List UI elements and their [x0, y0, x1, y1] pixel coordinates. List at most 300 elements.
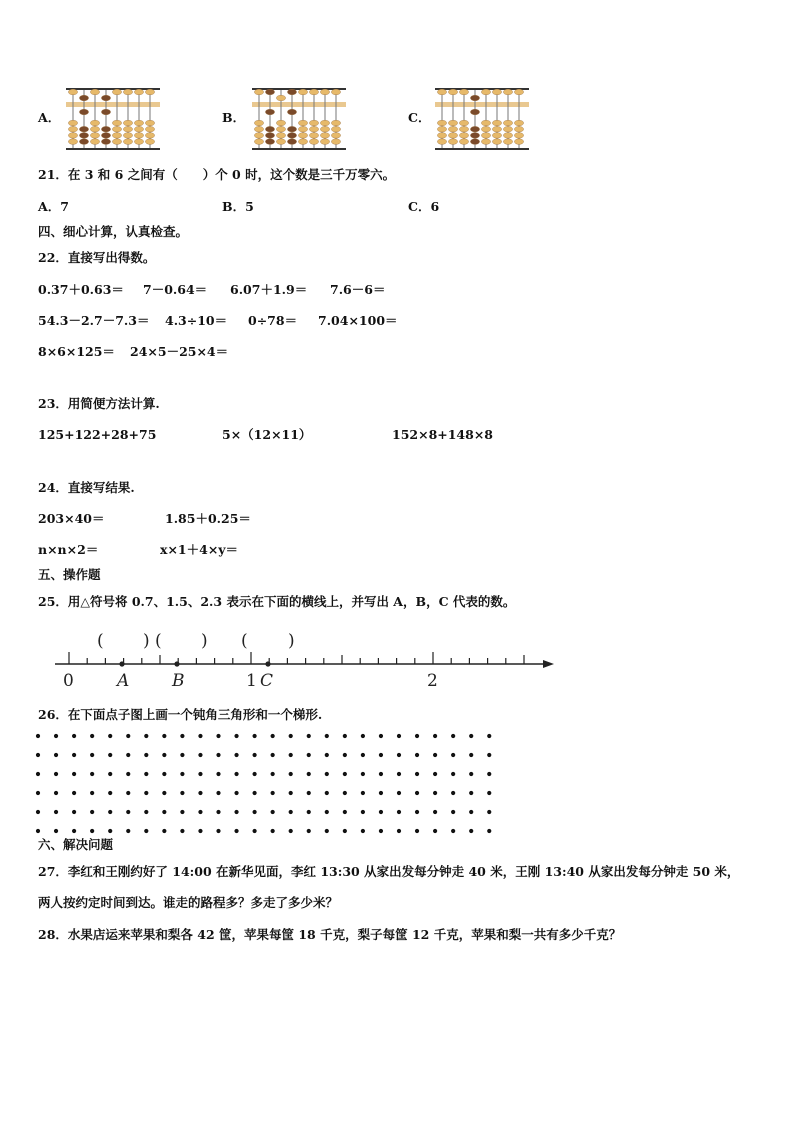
grid-dot: [234, 753, 238, 757]
grid-dot: [379, 772, 383, 776]
lower-bead: [492, 133, 501, 139]
grid-dot: [162, 791, 166, 795]
lower-bead: [90, 139, 99, 145]
upper-bead: [298, 89, 307, 95]
upper-bead: [309, 89, 318, 95]
upper-bead: [112, 89, 121, 95]
lower-bead: [101, 126, 110, 132]
point-c: [265, 661, 270, 666]
grid-dot: [198, 829, 202, 833]
lower-bead: [145, 133, 154, 139]
q25-title: 25．用△符号将 0.7、1.5、2.3 表示在下面的横线上，并写出 A，B，C 代表的数。: [38, 594, 516, 609]
grid-dot: [54, 810, 58, 814]
paren-group: [97, 631, 295, 651]
lower-bead: [276, 139, 285, 145]
grid-dot: [126, 734, 130, 738]
lower-bead: [254, 120, 263, 126]
lower-bead: [123, 133, 132, 139]
q22-expr: 54.3－2.7－7.3＝: [38, 313, 150, 328]
section-6-heading: 六、解决问题: [38, 837, 114, 852]
lower-bead: [459, 139, 468, 145]
grid-dot: [216, 753, 220, 757]
q22-expr: 7.04×100＝: [318, 313, 398, 328]
lower-bead: [459, 120, 468, 126]
grid-dot: [289, 772, 293, 776]
grid-dot: [253, 810, 257, 814]
grid-dot: [108, 734, 112, 738]
grid-dot: [469, 772, 473, 776]
q23-expr: 125+122+28+75: [38, 427, 157, 442]
lower-bead: [112, 126, 121, 132]
grid-dot: [253, 734, 257, 738]
grid-dot: [108, 791, 112, 795]
lower-bead: [265, 109, 274, 115]
grid-dot: [451, 734, 455, 738]
grid-dot: [144, 791, 148, 795]
grid-dot: [361, 829, 365, 833]
grid-dot: [307, 772, 311, 776]
lower-bead: [470, 139, 479, 145]
q28-text: 28．水果店运来苹果和梨各 42 筐，苹果每筐 18 千克，梨子每筐 12 千克，苹果和梨一共有多少千克？: [38, 927, 622, 942]
grid-dot: [216, 791, 220, 795]
frame-bottom: [66, 148, 160, 150]
lower-bead: [503, 120, 512, 126]
upper-bead: [90, 89, 99, 95]
grid-dot: [343, 772, 347, 776]
grid-dot: [36, 791, 40, 795]
grid-dot: [162, 753, 166, 757]
lower-bead: [112, 139, 121, 145]
upper-bead: [437, 89, 446, 95]
section-5-heading: 五、操作题: [38, 567, 101, 582]
grid-dot: [108, 772, 112, 776]
grid-dot: [126, 829, 130, 833]
grid-dot: [487, 791, 491, 795]
upper-bead: [276, 95, 285, 101]
lower-bead: [320, 126, 329, 132]
abacus-b: [250, 87, 348, 151]
grid-dot: [469, 734, 473, 738]
lower-bead: [276, 120, 285, 126]
upper-bead: [145, 89, 154, 95]
lower-bead: [481, 133, 490, 139]
frame-top: [252, 88, 346, 90]
lower-bead: [265, 133, 274, 139]
lower-bead: [309, 120, 318, 126]
frame-top: [435, 88, 529, 90]
grid-dot: [198, 810, 202, 814]
grid-dot: [72, 753, 76, 757]
grid-dot: [397, 829, 401, 833]
lower-bead: [276, 133, 285, 139]
grid-dot: [397, 791, 401, 795]
q23-expr: 152×8+148×8: [392, 427, 494, 442]
q22-expr: 6.07＋1.9＝: [230, 282, 308, 297]
grid-dot: [54, 772, 58, 776]
q21-option-b: B．5: [222, 199, 254, 214]
grid-dot: [451, 810, 455, 814]
q24-expr: n×n×2＝: [38, 542, 99, 557]
lower-bead: [265, 126, 274, 132]
grid-dot: [469, 753, 473, 757]
lower-bead: [287, 126, 296, 132]
grid-dot: [36, 734, 40, 738]
lower-bead: [79, 109, 88, 115]
upper-bead: [331, 89, 340, 95]
grid-dot: [487, 772, 491, 776]
upper-bead: [470, 95, 479, 101]
grid-dot: [469, 810, 473, 814]
grid-dot: [234, 791, 238, 795]
grid-dot: [361, 734, 365, 738]
lower-bead: [79, 126, 88, 132]
lower-bead: [254, 139, 263, 145]
lower-bead: [437, 139, 446, 145]
q26-title: 26．在下面点子图上画一个钝角三角形和一个梯形.: [38, 707, 323, 722]
paren-c-right: ): [288, 631, 295, 651]
lower-bead: [79, 139, 88, 145]
lower-bead: [123, 139, 132, 145]
lower-bead: [112, 120, 121, 126]
grid-dot: [415, 810, 419, 814]
grid-dot: [379, 810, 383, 814]
lower-bead: [331, 126, 340, 132]
lower-bead: [276, 126, 285, 132]
lower-bead: [470, 133, 479, 139]
grid-dot: [271, 734, 275, 738]
grid-dot: [144, 829, 148, 833]
lower-bead: [320, 120, 329, 126]
grid-dot: [415, 791, 419, 795]
q22-expr: 0.37＋0.63＝: [38, 282, 124, 297]
upper-bead: [448, 89, 457, 95]
grid-dot: [415, 734, 419, 738]
upper-bead: [254, 89, 263, 95]
upper-bead: [514, 89, 523, 95]
label-c: C: [260, 671, 274, 690]
lower-bead: [309, 126, 318, 132]
q23-title: 23．用简便方法计算.: [38, 396, 160, 411]
grid-dot: [234, 829, 238, 833]
grid-dot: [216, 772, 220, 776]
lower-bead: [503, 126, 512, 132]
grid-dot: [162, 772, 166, 776]
lower-bead: [145, 139, 154, 145]
grid-dot: [289, 753, 293, 757]
grid-dot: [469, 791, 473, 795]
lower-bead: [331, 120, 340, 126]
grid-dot: [397, 734, 401, 738]
lower-bead: [90, 126, 99, 132]
q22-expr: 0÷78＝: [248, 313, 298, 328]
lower-bead: [503, 133, 512, 139]
grid-dot: [108, 810, 112, 814]
grid-dot: [289, 810, 293, 814]
grid-dot: [379, 829, 383, 833]
grid-dot: [198, 734, 202, 738]
lower-bead: [134, 120, 143, 126]
label-two: 2: [427, 671, 438, 690]
grid-dot: [487, 734, 491, 738]
grid-dot: [397, 753, 401, 757]
lower-bead: [470, 126, 479, 132]
grid-dot: [415, 829, 419, 833]
lower-bead: [448, 133, 457, 139]
lower-bead: [514, 133, 523, 139]
upper-bead: [320, 89, 329, 95]
grid-dot: [253, 829, 257, 833]
lower-bead: [298, 133, 307, 139]
grid-dot: [325, 829, 329, 833]
grid-dot: [90, 772, 94, 776]
beam: [66, 102, 160, 107]
grid-dot: [234, 734, 238, 738]
lower-bead: [123, 120, 132, 126]
lower-bead: [265, 139, 274, 145]
lower-bead: [145, 120, 154, 126]
q22-expr: 7.6－6＝: [330, 282, 386, 297]
lower-bead: [134, 126, 143, 132]
grid-dot: [271, 772, 275, 776]
point-a: [119, 661, 124, 666]
grid-dot: [433, 753, 437, 757]
lower-bead: [254, 133, 263, 139]
lower-bead: [481, 120, 490, 126]
upper-bead: [481, 89, 490, 95]
abacus-c: [433, 87, 531, 151]
lower-bead: [492, 139, 501, 145]
abacus-a: [64, 87, 162, 151]
upper-bead: [79, 95, 88, 101]
grid-dot: [361, 810, 365, 814]
option-c-label: C．: [408, 110, 431, 125]
grid-dot: [54, 734, 58, 738]
lower-bead: [134, 139, 143, 145]
grid-dot: [289, 734, 293, 738]
grid-dot: [144, 734, 148, 738]
grid-dot: [307, 810, 311, 814]
grid-dot: [433, 791, 437, 795]
grid-dot: [72, 810, 76, 814]
paren-a-right: ): [143, 631, 150, 651]
grid-dot: [90, 829, 94, 833]
grid-dot: [126, 810, 130, 814]
section-4-heading: 四、细心计算，认真检查。: [38, 224, 189, 239]
label-a: A: [117, 671, 130, 690]
lower-bead: [309, 133, 318, 139]
grid-dot: [54, 791, 58, 795]
grid-dot: [343, 791, 347, 795]
q21-option-a: A．7: [38, 199, 69, 214]
grid-dot: [234, 810, 238, 814]
grid-dot: [253, 753, 257, 757]
grid-dot: [343, 734, 347, 738]
grid-dot: [180, 753, 184, 757]
grid-dot: [72, 772, 76, 776]
tick-group: [69, 652, 524, 664]
paren-a-left: (: [97, 631, 104, 651]
lower-bead: [320, 139, 329, 145]
q22-expr: 4.3÷10＝: [165, 313, 228, 328]
grid-dot: [216, 829, 220, 833]
lower-bead: [287, 139, 296, 145]
grid-dot: [415, 772, 419, 776]
grid-dot: [307, 753, 311, 757]
lower-bead: [437, 133, 446, 139]
option-a-label: A．: [38, 110, 61, 125]
option-b-label: B．: [222, 110, 246, 125]
grid-dot: [90, 791, 94, 795]
lower-bead: [503, 139, 512, 145]
lower-bead: [298, 120, 307, 126]
grid-dot: [451, 753, 455, 757]
grid-dot: [397, 810, 401, 814]
lower-bead: [68, 126, 77, 132]
lower-bead: [101, 139, 110, 145]
q22-expr: 8×6×125＝: [38, 344, 115, 359]
lower-bead: [437, 120, 446, 126]
grid-dot: [108, 829, 112, 833]
grid-dot: [307, 791, 311, 795]
grid-dot: [126, 753, 130, 757]
grid-dot: [36, 753, 40, 757]
grid-dot: [307, 734, 311, 738]
grid-dot: [487, 753, 491, 757]
lower-bead: [481, 139, 490, 145]
grid-dot: [325, 734, 329, 738]
grid-dot: [433, 829, 437, 833]
grid-dot: [271, 753, 275, 757]
grid-dot: [180, 791, 184, 795]
number-line: [55, 628, 560, 690]
grid-dot: [144, 772, 148, 776]
label-one: 1: [246, 671, 257, 690]
grid-dot: [180, 734, 184, 738]
grid-dot: [451, 829, 455, 833]
grid-dot: [144, 810, 148, 814]
grid-dot: [361, 791, 365, 795]
grid-dot: [216, 734, 220, 738]
grid-dot: [253, 772, 257, 776]
grid-dot: [433, 772, 437, 776]
upper-bead: [492, 89, 501, 95]
grid-dot: [72, 734, 76, 738]
grid-dot: [433, 734, 437, 738]
lower-bead: [123, 126, 132, 132]
grid-dot: [361, 772, 365, 776]
grid-dot: [487, 829, 491, 833]
grid-dot: [379, 734, 383, 738]
q27-line-2: 两人按约定时间到达。谁走的路程多？多走了多少米？: [38, 895, 339, 910]
lower-bead: [492, 126, 501, 132]
lower-bead: [320, 133, 329, 139]
upper-bead: [101, 95, 110, 101]
grid-dot: [72, 791, 76, 795]
upper-bead: [68, 89, 77, 95]
lower-bead: [90, 120, 99, 126]
paren-b-left: (: [155, 631, 162, 651]
grid-dot: [126, 791, 130, 795]
grid-dot: [433, 810, 437, 814]
lower-bead: [448, 120, 457, 126]
grid-dot: [180, 810, 184, 814]
point-b: [174, 661, 179, 666]
grid-dot: [325, 753, 329, 757]
lower-bead: [309, 139, 318, 145]
grid-dot: [451, 791, 455, 795]
grid-dot: [54, 829, 58, 833]
lower-bead: [112, 133, 121, 139]
grid-dot: [469, 829, 473, 833]
lower-bead: [331, 133, 340, 139]
lower-bead: [287, 109, 296, 115]
grid-dot: [90, 753, 94, 757]
lower-bead: [514, 120, 523, 126]
lower-bead: [145, 126, 154, 132]
lower-bead: [448, 139, 457, 145]
lower-bead: [101, 109, 110, 115]
grid-dot: [415, 753, 419, 757]
grid-dot: [108, 753, 112, 757]
grid-dot: [198, 772, 202, 776]
lower-bead: [514, 126, 523, 132]
lower-bead: [298, 126, 307, 132]
lower-bead: [437, 126, 446, 132]
lower-bead: [254, 126, 263, 132]
grid-dot: [253, 791, 257, 795]
frame-top: [66, 88, 160, 90]
grid-dot: [271, 810, 275, 814]
q24-expr: 203×40＝: [38, 511, 105, 526]
upper-bead: [265, 89, 274, 95]
grid-dot: [162, 829, 166, 833]
lower-bead: [331, 139, 340, 145]
grid-dot: [36, 829, 40, 833]
grid-dot: [289, 829, 293, 833]
lower-bead: [459, 133, 468, 139]
frame-bottom: [435, 148, 529, 150]
grid-dot: [361, 753, 365, 757]
label-zero: 0: [63, 671, 74, 690]
grid-dot: [162, 734, 166, 738]
lower-bead: [90, 133, 99, 139]
grid-dot: [198, 791, 202, 795]
beam: [252, 102, 346, 107]
grid-dot: [162, 810, 166, 814]
q22-expr: 7－0.64＝: [143, 282, 208, 297]
grid-dot: [379, 791, 383, 795]
q21-text: 21．在 3 和 6 之间有（ ）个 0 时，这个数是三千万零六。: [38, 167, 396, 182]
grid-dot: [54, 753, 58, 757]
lower-bead: [79, 133, 88, 139]
grid-dot: [325, 810, 329, 814]
lower-bead: [514, 139, 523, 145]
paren-b-right: ): [201, 631, 208, 651]
upper-bead: [503, 89, 512, 95]
beam: [435, 102, 529, 107]
grid-dot: [325, 791, 329, 795]
lower-bead: [101, 133, 110, 139]
grid-dot: [289, 791, 293, 795]
grid-dot: [397, 772, 401, 776]
label-group: [63, 671, 438, 690]
grid-dot: [36, 810, 40, 814]
q22-expr: 24×5－25×4＝: [130, 344, 229, 359]
q22-title: 22．直接写出得数。: [38, 250, 156, 265]
lower-bead: [287, 133, 296, 139]
grid-dot: [90, 810, 94, 814]
dot-grid: [30, 728, 500, 838]
